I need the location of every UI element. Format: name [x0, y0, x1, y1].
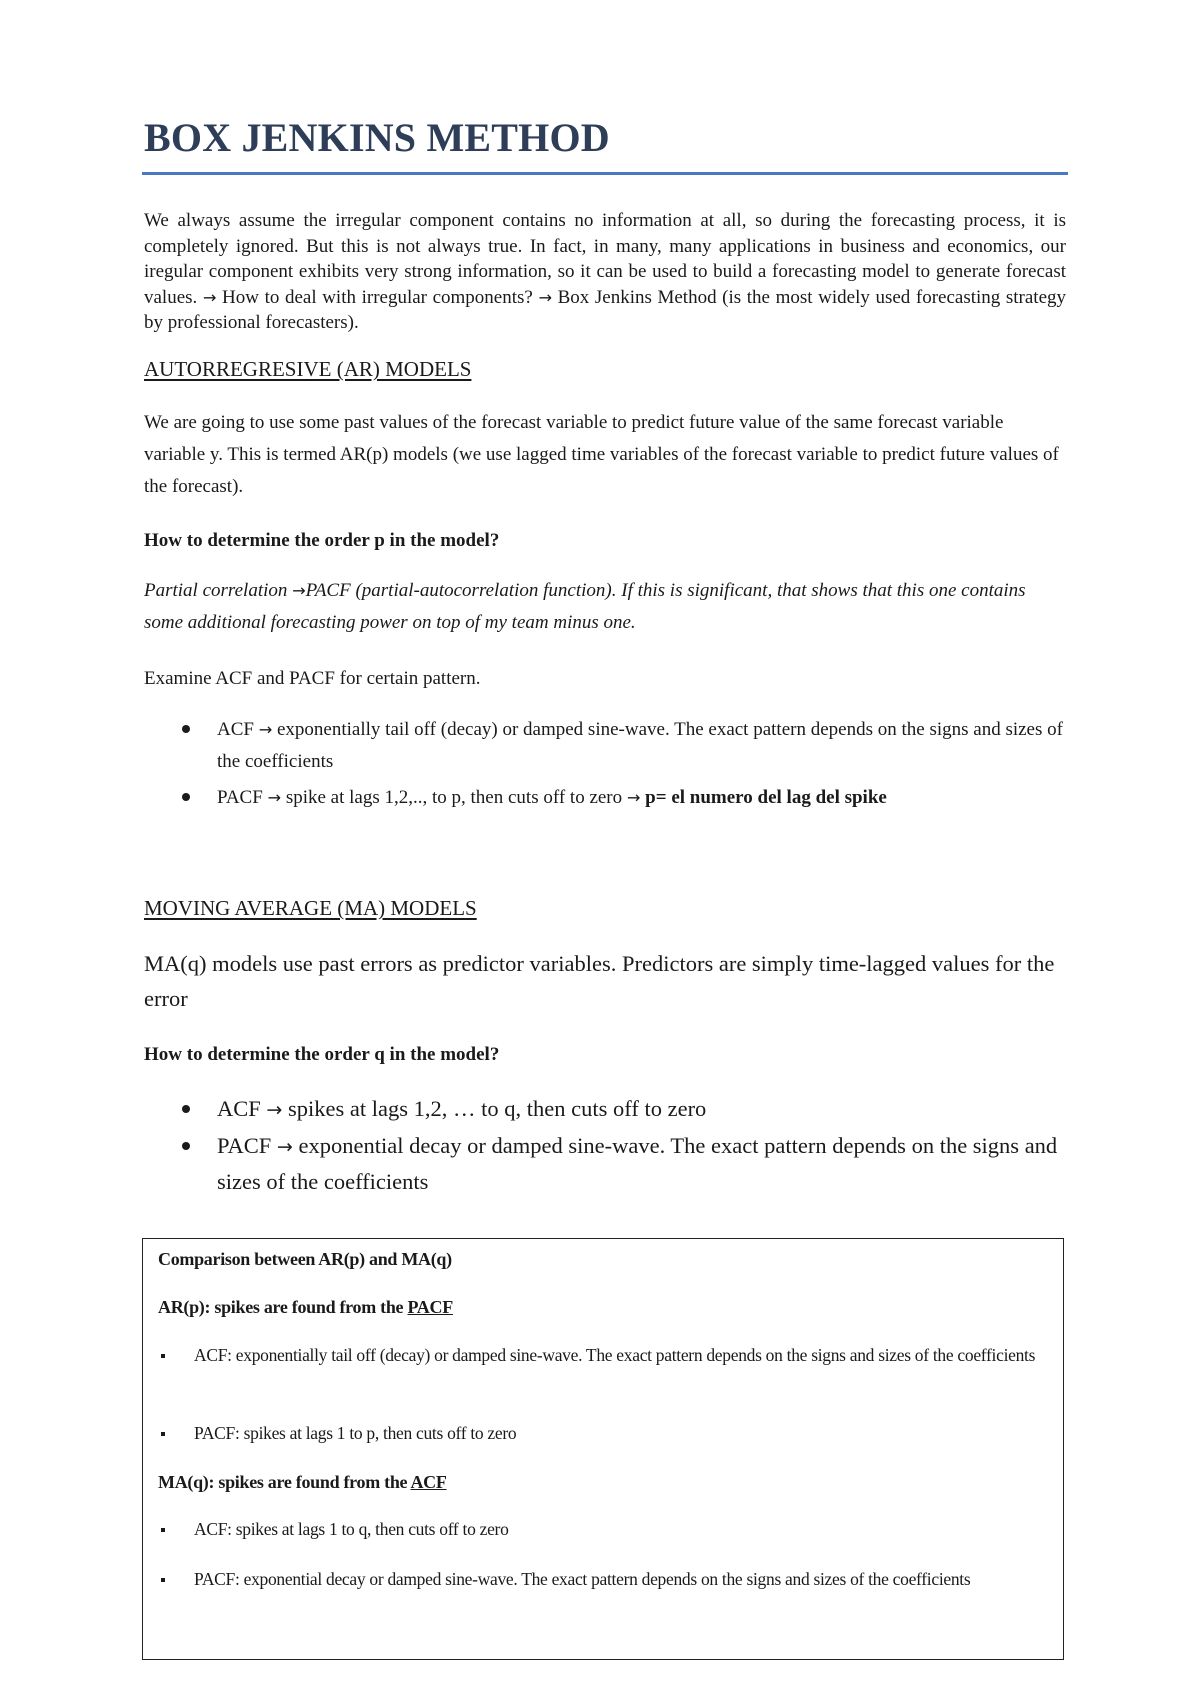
- arrow-icon: →: [266, 1098, 283, 1121]
- ar-spikes-prefix: AR(p): spikes are found from the: [158, 1297, 404, 1317]
- bullet-icon: [161, 1354, 165, 1358]
- intro-text-3: Box Jenkins Method (is the most widely used forecasting strategy by professional forecasters).: [144, 286, 1067, 333]
- ma-bullet1-label: ACF: [217, 1096, 261, 1121]
- title-underline-rule: [142, 172, 1068, 175]
- ar-bullet1-text: exponentially tail off (decay) or damped sine-wave. The exact pattern depends on the signs and sizes of the coefficients: [217, 719, 1063, 772]
- ar-examine-text: Examine ACF and PACF for certain pattern.: [144, 668, 481, 689]
- ma-spikes-heading: [158, 1472, 447, 1493]
- ar-spikes-heading: [158, 1297, 453, 1318]
- ma-bullet-list: [144, 1091, 1066, 1200]
- arrow-icon: →: [258, 720, 273, 739]
- ma-spikes-prefix: MA(q): spikes are found from the: [158, 1472, 408, 1492]
- arrow-icon: →: [276, 1135, 293, 1158]
- ma-bullet1-text: spikes at lags 1,2, … to q, then cuts off to zero: [288, 1096, 707, 1121]
- ma-section-heading: MOVING AVERAGE (MA) MODELS: [144, 896, 477, 920]
- ma-spikes-acf: ACF: [410, 1472, 447, 1492]
- ar-bullet-list: [144, 714, 1066, 818]
- list-item: [144, 1091, 1066, 1127]
- ar-bullet2-label: PACF: [217, 787, 263, 808]
- ar-bullet2-text: spike at lags 1,2,.., to p, then cuts off to zero: [285, 787, 623, 808]
- bullet-icon: [182, 725, 190, 733]
- ma-bullet2-label: PACF: [217, 1133, 272, 1158]
- ma-bullet2-text: exponential decay or damped sine-wave. The exact pattern depends on the signs and sizes of the coefficients: [217, 1133, 1058, 1194]
- bullet-icon: [182, 1142, 190, 1150]
- arrow-icon: →: [626, 788, 641, 807]
- ar-spikes-pacf: PACF: [407, 1297, 453, 1317]
- bullet-icon: [182, 1105, 190, 1113]
- box-ar-item1: ACF: exponentially tail off (decay) or damped sine-wave. The exact pattern depends on the signs and sizes of the coefficients: [194, 1345, 1036, 1365]
- list-item: [144, 714, 1066, 778]
- list-item: [144, 782, 1066, 814]
- page-title: BOX JENKINS METHOD: [144, 115, 610, 160]
- comparison-box: [142, 1238, 1064, 1660]
- ar-bullet1-label: ACF: [217, 719, 254, 740]
- box-ma-item2: PACF: exponential decay or damped sine-wave. The exact pattern depends on the signs and sizes of the coefficients: [194, 1569, 971, 1589]
- intro-paragraph: [144, 208, 1066, 336]
- intro-text-2: How to deal with irregular components?: [222, 286, 533, 308]
- intro-text-1: We always assume the irregular component contains no information at all, so during the forecasting process, it is completely ignored. But this is not always true. In fact, in many, many applications in business and economics, our iregular component exhibits very strong information, so it can be used to build a forecasting model to generate forecast values.: [144, 210, 1066, 308]
- bullet-icon: [161, 1578, 165, 1582]
- arrow-icon: →: [292, 581, 306, 600]
- box-ma-item1: ACF: spikes at lags 1 to q, then cuts off to zero: [194, 1519, 509, 1539]
- ar-pacf-note: [144, 575, 1066, 639]
- ar-question: How to determine the order p in the model?: [144, 530, 500, 551]
- ar-paragraph: We are going to use some past values of the forecast variable to predict future value of the same forecast variable variable y. This is termed AR(p) models (we use lagged time variables of the forecast variable to predict future values of the forecast).: [144, 412, 1059, 497]
- arrow-icon: →: [538, 287, 552, 307]
- list-item: [158, 1515, 1044, 1544]
- bullet-icon: [161, 1528, 165, 1532]
- arrow-icon: →: [202, 287, 217, 307]
- ma-paragraph: MA(q) models use past errors as predictor variables. Predictors are simply time-lagged values for the error: [144, 951, 1055, 1011]
- ar-bullet2-bold: p= el numero del lag del spike: [645, 787, 887, 808]
- comparison-title: Comparison between AR(p) and MA(q): [158, 1249, 452, 1269]
- ma-question: How to determine the order q in the model?: [144, 1044, 500, 1065]
- ar-pacf-note-2: PACF (partial-autocorrelation function). If this is significant, that shows that this one contains some additional forecasting power on top of my team minus one.: [144, 580, 1026, 633]
- list-item: [144, 1128, 1066, 1199]
- list-item: [158, 1565, 1044, 1594]
- bullet-icon: [182, 793, 190, 801]
- list-item: [158, 1419, 1044, 1448]
- ar-pacf-note-1: Partial correlation: [144, 580, 288, 601]
- bullet-icon: [161, 1432, 165, 1436]
- list-item: [158, 1341, 1044, 1370]
- arrow-icon: →: [267, 788, 282, 807]
- box-ar-item2: PACF: spikes at lags 1 to p, then cuts off to zero: [194, 1423, 517, 1443]
- ar-section-heading: AUTORREGRESIVE (AR) MODELS: [144, 357, 472, 381]
